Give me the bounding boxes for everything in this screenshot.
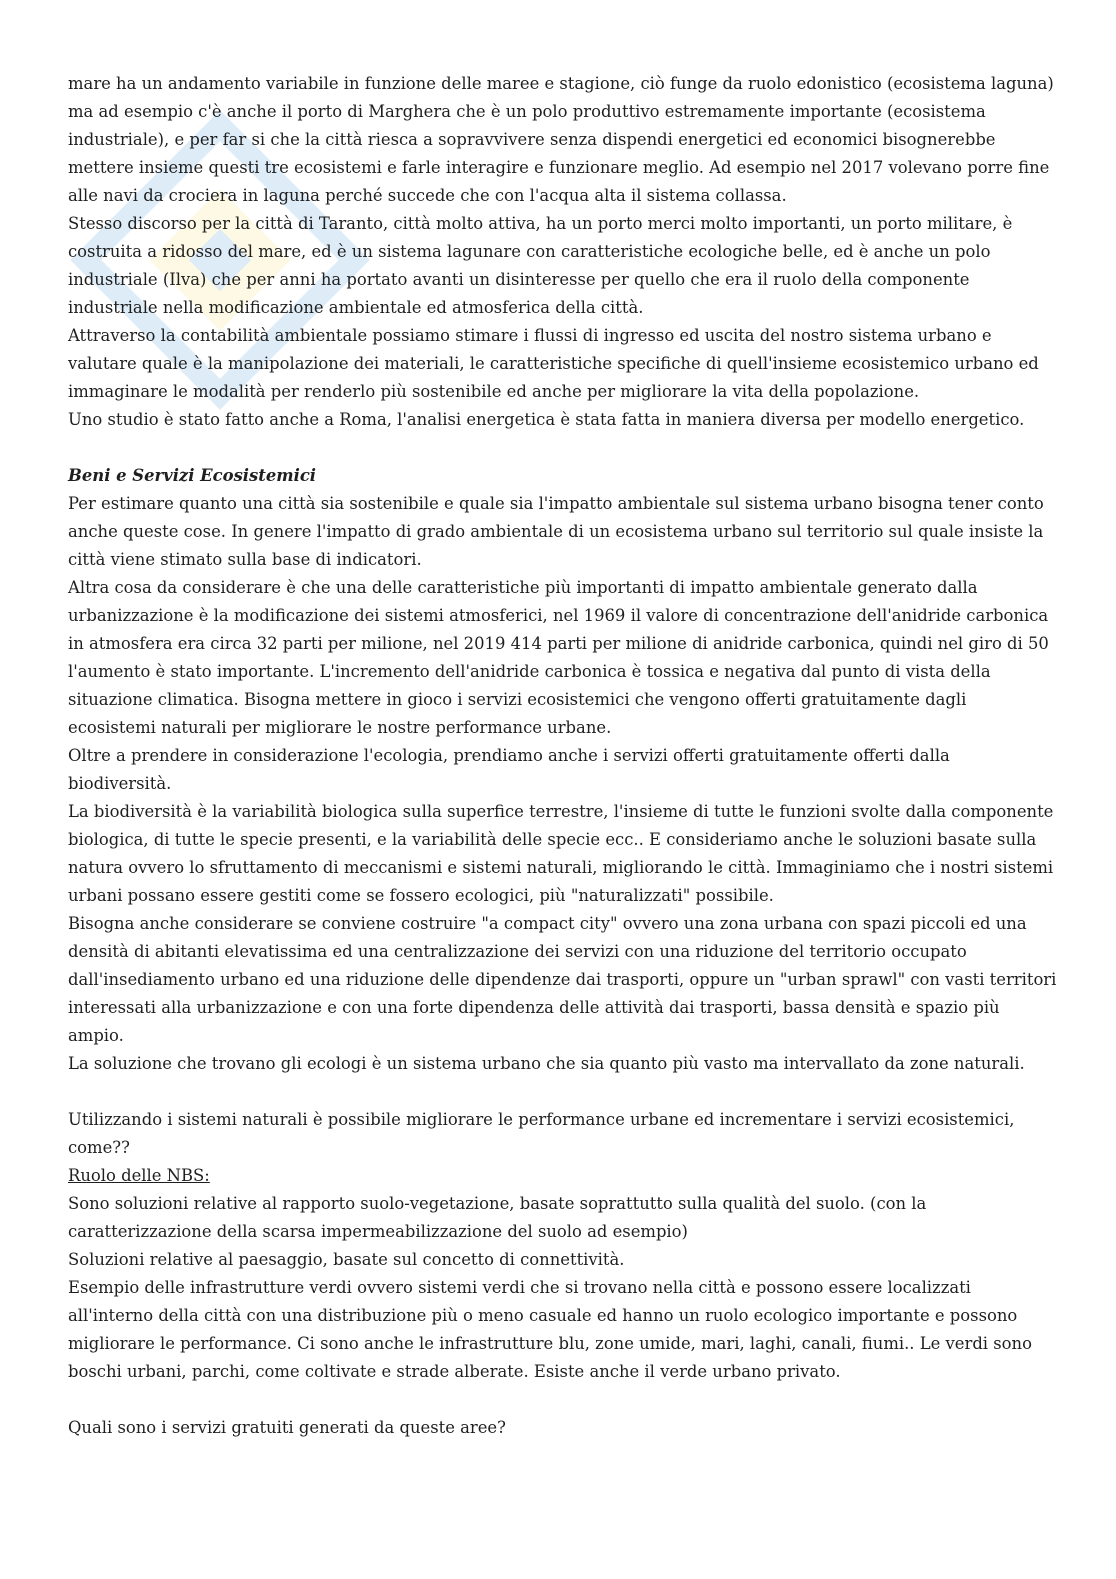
spacer bbox=[68, 1078, 1058, 1106]
paragraph: Soluzioni relative al paesaggio, basate sul concetto di connettività. bbox=[68, 1250, 625, 1269]
paragraph: Sono soluzioni relative al rapporto suolo-vegetazione, basate soprattutto sulla qualità del suolo. (con la caratterizzazione della scarsa impermeabilizzazione del suolo ad esempio) bbox=[68, 1194, 927, 1241]
question: Quali sono i servizi gratuiti generati da queste aree? bbox=[68, 1418, 506, 1437]
paragraph: Esempio delle infrastrutture verdi ovvero sistemi verdi che si trovano nella città e possono essere localizzati all'interno della città con una distribuzione più o meno casuale ed hanno un ruolo ecologico importante e possono migliorare le performance. Ci sono anche le infrastrutture blu, zone umide, mari, laghi, canali, fiumi.. Le verdi sono boschi urbani, parchi, come coltivate e strade alberate. Esiste anche il verde urbano privato. bbox=[68, 1278, 1032, 1381]
subheading: Ruolo delle NBS: bbox=[68, 1166, 210, 1185]
paragraph: Bisogna anche considerare se conviene costruire "a compact city" ovvero una zona urbana con spazi piccoli ed una densità di abitanti elevatissima ed una centralizzazione dei servizi con una riduzione del territorio occupato dall'insediamento urbano ed una riduzione delle dipendenze dai trasporti, oppure un "urban sprawl" con vasti territori interessati alla urbanizzazione e con una forte dipendenza delle attività dai trasporti, bassa densità e spazio più ampio. bbox=[68, 914, 1057, 1045]
paragraph: Oltre a prendere in considerazione l'ecologia, prendiamo anche i servizi offerti gratuitamente offerti dalla biodiversità. bbox=[68, 746, 950, 793]
paragraph: La biodiversità è la variabilità biologica sulla superfice terrestre, l'insieme di tutte le funzioni svolte dalla componente biologica, di tutte le specie presenti, e la variabilità delle specie ecc.. E consideriamo anche le soluzioni basate sulla natura ovvero lo sfruttamento di meccanismi e sistemi naturali, migliorando le città. Immaginiamo che i nostri sistemi urbani possano essere gestiti come se fossero ecologici, più "naturalizzati" possibile. bbox=[68, 802, 1054, 905]
paragraph: Per estimare quanto una città sia sostenibile e quale sia l'impatto ambientale sul sistema urbano bisogna tener conto anche queste cose. In genere l'impatto di grado ambientale di un ecosistema urbano sul territorio sul quale insiste la città viene stimato sulla base di indicatori. bbox=[68, 494, 1044, 569]
document-page bbox=[68, 70, 1058, 1442]
section-heading: Beni e Servizi Ecosistemici bbox=[68, 466, 317, 485]
paragraph: Uno studio è stato fatto anche a Roma, l'analisi energetica è stata fatta in maniera diversa per modello energetico. bbox=[68, 410, 1025, 429]
paragraph: La soluzione che trovano gli ecologi è un sistema urbano che sia quanto più vasto ma intervallato da zone naturali. bbox=[68, 1054, 1025, 1073]
paragraph: Altra cosa da considerare è che una delle caratteristiche più importanti di impatto ambientale generato dalla urbanizzazione è la modificazione dei sistemi atmosferici, nel 1969 il valore di concentrazione dell'anidride carbonica in atmosfera era circa 32 parti per milione, nel 2019 414 parti per milione di anidride carbonica, quindi nel giro di 50 l'aumento è stato importante. L'incremento dell'anidride carbonica è tossica e negativa dal punto di vista della situazione climatica. Bisogna mettere in gioco i servizi ecosistemici che vengono offerti gratuitamente dagli ecosistemi naturali per migliorare le nostre performance urbane. bbox=[68, 578, 1049, 737]
paragraph: mare ha un andamento variabile in funzione delle maree e stagione, ciò funge da ruolo edonistico (ecosistema laguna) ma ad esempio c'è anche il porto di Marghera che è un polo produttivo estremamente importante (ecosistema industriale), e per far si che la città riesca a sopravvivere senza dispendi energetici ed economici bisognerebbe mettere insieme questi tre ecosistemi e farle interagire e funzionare meglio. Ad esempio nel 2017 volevano porre fine alle navi da crociera in laguna perché succede che con l'acqua alta il sistema collassa. bbox=[68, 74, 1054, 205]
paragraph: Attraverso la contabilità ambientale possiamo stimare i flussi di ingresso ed uscita del nostro sistema urbano e valutare quale è la manipolazione dei materiali, le caratteristiche specifiche di quell'insieme ecosistemico urbano ed immaginare le modalità per renderlo più sostenibile ed anche per migliorare la vita della popolazione. bbox=[68, 326, 1039, 401]
spacer bbox=[68, 434, 1058, 462]
spacer bbox=[68, 1386, 1058, 1414]
paragraph: Utilizzando i sistemi naturali è possibile migliorare le performance urbane ed incrementare i servizi ecosistemici, come?? bbox=[68, 1110, 1015, 1157]
paragraph: Stesso discorso per la città di Taranto, città molto attiva, ha un porto merci molto importanti, un porto militare, è costruita a ridosso del mare, ed è un sistema lagunare con caratteristiche ecologiche belle, ed è anche un polo industriale (Ilva) che per anni ha portato avanti un disinteresse per quello che era il ruolo della componente industriale nella modificazione ambientale ed atmosferica della città. bbox=[68, 214, 1013, 317]
